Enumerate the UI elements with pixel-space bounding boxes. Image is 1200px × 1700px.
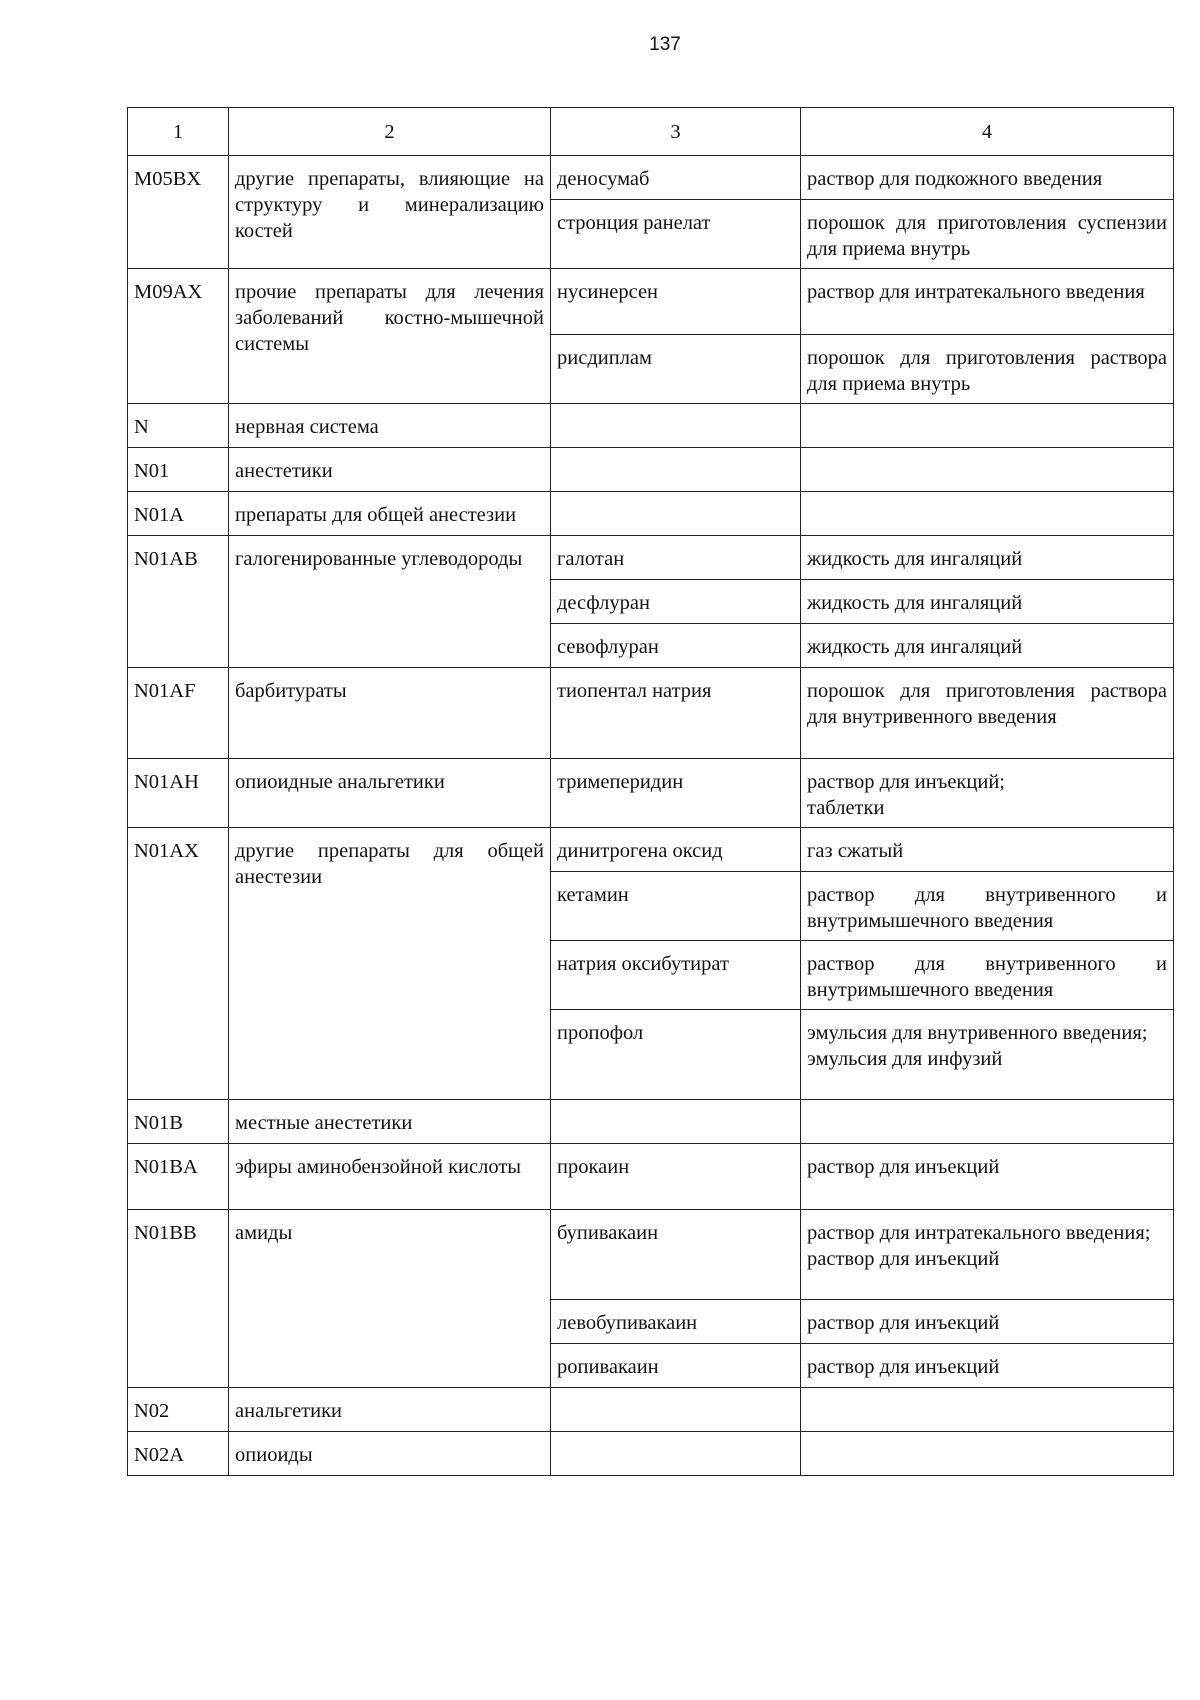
dosage-form-cell	[801, 1432, 1174, 1476]
table-row	[128, 536, 1174, 580]
table-row	[128, 404, 1174, 448]
table-header-row	[128, 108, 1174, 156]
group-name-cell: прочие препараты для лечения заболеваний костно-мышечной системы	[229, 269, 551, 404]
atc-code-cell: N	[128, 404, 229, 448]
drug-name-cell	[551, 492, 801, 536]
column-header: 4	[801, 108, 1174, 156]
drug-name-cell	[551, 1388, 801, 1432]
dosage-form-cell	[801, 1100, 1174, 1144]
drug-name-cell: тримеперидин	[551, 759, 801, 828]
table-row	[128, 1100, 1174, 1144]
drug-name-cell: динитрогена оксид	[551, 828, 801, 872]
drug-name-cell: десфлуран	[551, 580, 801, 624]
group-name-cell: препараты для общей анестезии	[229, 492, 551, 536]
atc-code-cell: M09AX	[128, 269, 229, 404]
dosage-form-cell: жидкость для ингаляций	[801, 624, 1174, 668]
table-row	[128, 156, 1174, 200]
drug-name-cell: пропофол	[551, 1010, 801, 1100]
drug-name-cell: деносумаб	[551, 156, 801, 200]
table-row	[128, 492, 1174, 536]
dosage-form-cell	[801, 492, 1174, 536]
drug-name-cell: рисдиплам	[551, 335, 801, 404]
group-name-cell: опиоиды	[229, 1432, 551, 1476]
dosage-form-cell: жидкость для ингаляций	[801, 536, 1174, 580]
group-name-cell: барбитураты	[229, 668, 551, 759]
table-row	[128, 269, 1174, 335]
atc-code-cell: N01	[128, 448, 229, 492]
dosage-form-cell	[801, 1388, 1174, 1432]
table-row	[128, 1388, 1174, 1432]
dosage-form-cell: раствор для интратекального введения; раствор для инъекций	[801, 1210, 1174, 1300]
atc-code-cell: N01AX	[128, 828, 229, 1100]
group-name-cell: эфиры аминобензойной кислоты	[229, 1144, 551, 1210]
drug-name-cell	[551, 1100, 801, 1144]
table-row	[128, 828, 1174, 872]
page-number: 137	[649, 34, 681, 55]
group-name-cell: нервная система	[229, 404, 551, 448]
atc-code-cell: N02	[128, 1388, 229, 1432]
drug-name-cell: левобупивакаин	[551, 1300, 801, 1344]
dosage-form-cell: порошок для приготовления раствора для внутривенного введения	[801, 668, 1174, 759]
group-name-cell: местные анестетики	[229, 1100, 551, 1144]
atc-code-cell: N01B	[128, 1100, 229, 1144]
drug-name-cell: нусинерсен	[551, 269, 801, 335]
dosage-form-cell: раствор для инъекций	[801, 1344, 1174, 1388]
dosage-form-cell: раствор для интратекального введения	[801, 269, 1174, 335]
drug-name-cell	[551, 448, 801, 492]
group-name-cell: опиоидные анальгетики	[229, 759, 551, 828]
dosage-form-cell: раствор для подкожного введения	[801, 156, 1174, 200]
drug-name-cell: галотан	[551, 536, 801, 580]
dosage-form-cell	[801, 448, 1174, 492]
drug-table	[127, 107, 1174, 1476]
table-row	[128, 759, 1174, 828]
dosage-form-cell: раствор для инъекций; таблетки	[801, 759, 1174, 828]
atc-code-cell: N01AF	[128, 668, 229, 759]
dosage-form-cell: порошок для приготовления раствора для приема внутрь	[801, 335, 1174, 404]
drug-name-cell: прокаин	[551, 1144, 801, 1210]
dosage-form-cell: раствор для внутривенного и внутримышечного введения	[801, 941, 1174, 1010]
dosage-form-cell: раствор для инъекций	[801, 1144, 1174, 1210]
drug-name-cell: севофлуран	[551, 624, 801, 668]
table-row	[128, 1210, 1174, 1300]
dosage-form-cell: газ сжатый	[801, 828, 1174, 872]
dosage-form-cell: раствор для инъекций	[801, 1300, 1174, 1344]
drug-name-cell: натрия оксибутират	[551, 941, 801, 1010]
table-body	[128, 108, 1174, 1476]
table-row	[128, 1144, 1174, 1210]
column-header: 3	[551, 108, 801, 156]
group-name-cell: другие препараты, влияющие на структуру и минерализацию костей	[229, 156, 551, 269]
drug-name-cell: тиопентал натрия	[551, 668, 801, 759]
atc-code-cell: N01A	[128, 492, 229, 536]
table-row	[128, 1432, 1174, 1476]
drug-name-cell	[551, 1432, 801, 1476]
atc-code-cell: N01BA	[128, 1144, 229, 1210]
drug-name-cell: бупивакаин	[551, 1210, 801, 1300]
table-row	[128, 448, 1174, 492]
atc-code-cell: N01BB	[128, 1210, 229, 1388]
atc-code-cell: N01AB	[128, 536, 229, 668]
group-name-cell: другие препараты для общей анестезии	[229, 828, 551, 1100]
group-name-cell: анестетики	[229, 448, 551, 492]
group-name-cell: галогенированные углеводороды	[229, 536, 551, 668]
atc-code-cell: N02A	[128, 1432, 229, 1476]
drug-name-cell: стронция ранелат	[551, 200, 801, 269]
dosage-form-cell	[801, 404, 1174, 448]
group-name-cell: анальгетики	[229, 1388, 551, 1432]
atc-code-cell: M05BX	[128, 156, 229, 269]
dosage-form-cell: жидкость для ингаляций	[801, 580, 1174, 624]
dosage-form-cell: эмульсия для внутривенного введения; эмульсия для инфузий	[801, 1010, 1174, 1100]
column-header: 2	[229, 108, 551, 156]
dosage-form-cell: порошок для приготовления суспензии для приема внутрь	[801, 200, 1174, 269]
dosage-form-cell: раствор для внутривенного и внутримышечного введения	[801, 872, 1174, 941]
drug-name-cell: ропивакаин	[551, 1344, 801, 1388]
group-name-cell: амиды	[229, 1210, 551, 1388]
drug-name-cell: кетамин	[551, 872, 801, 941]
drug-name-cell	[551, 404, 801, 448]
atc-code-cell: N01AH	[128, 759, 229, 828]
table-row	[128, 668, 1174, 759]
column-header: 1	[128, 108, 229, 156]
